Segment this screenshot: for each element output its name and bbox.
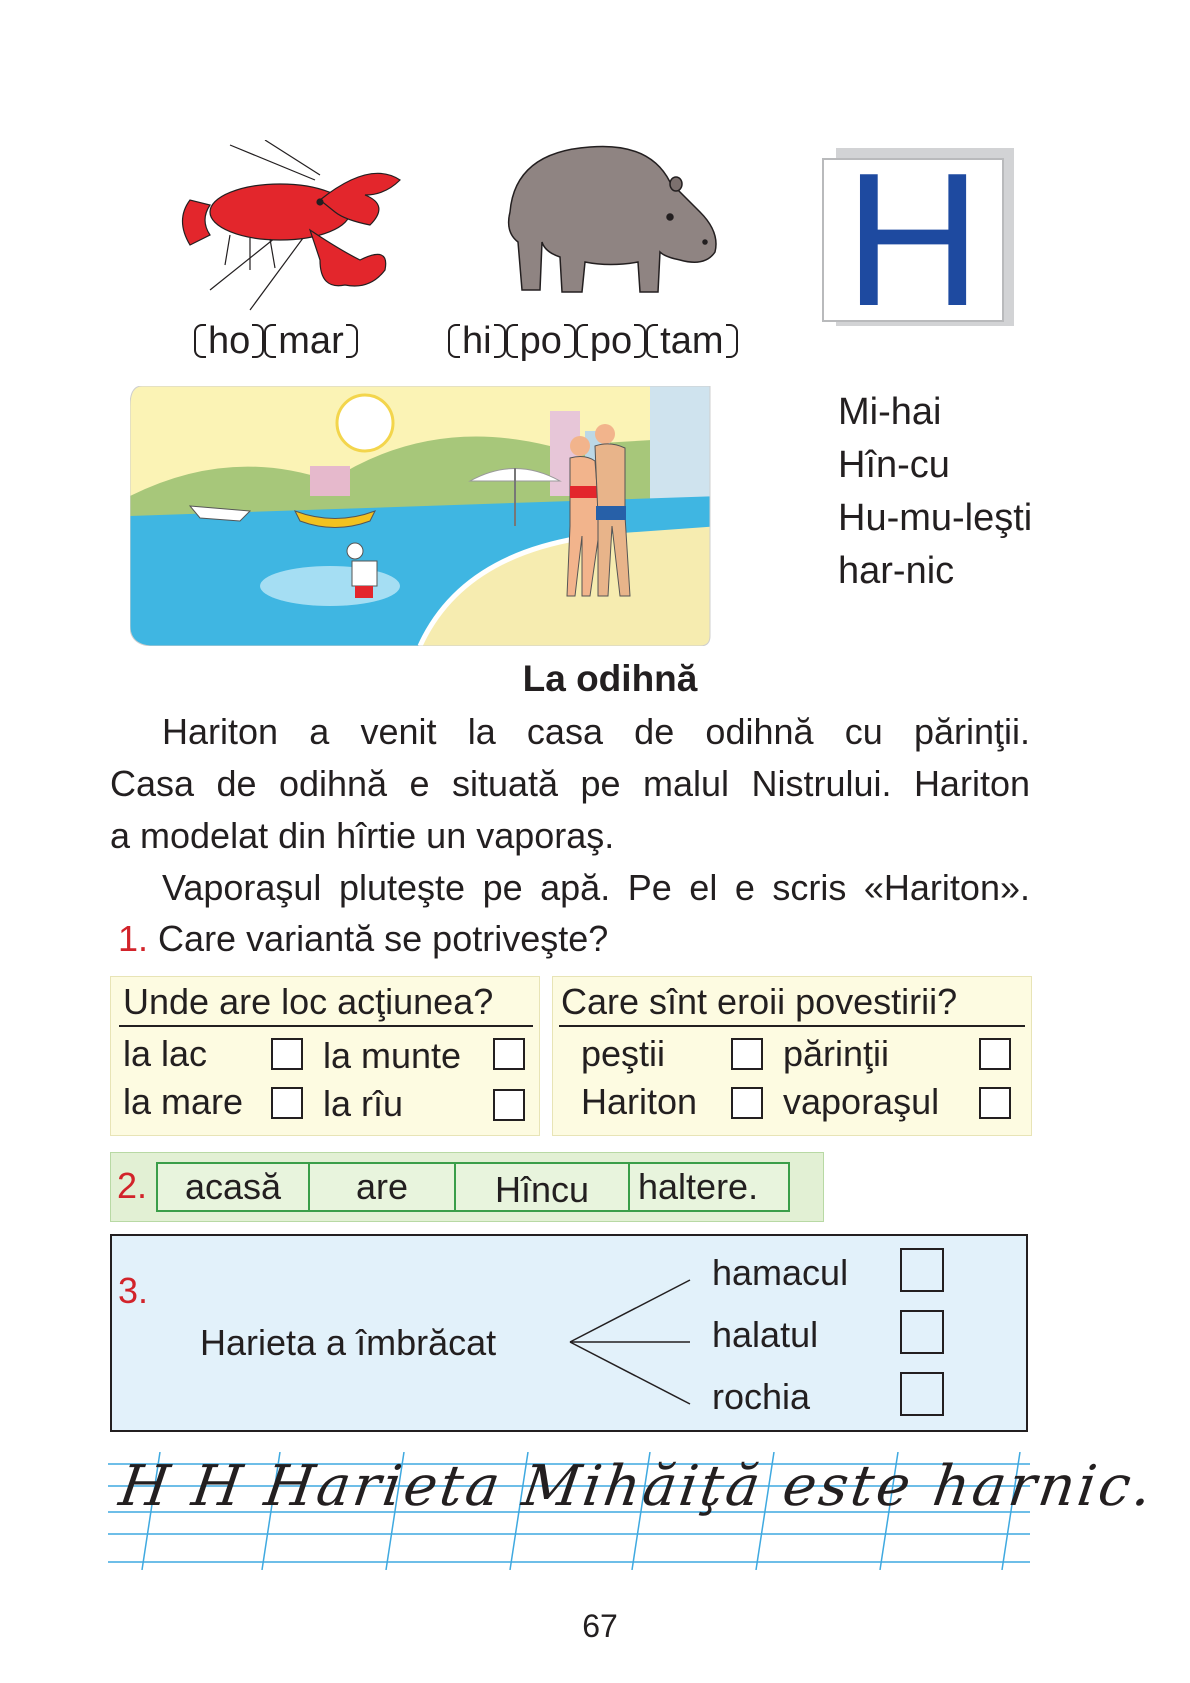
word-card[interactable]: acasă	[158, 1164, 310, 1210]
option-label: rochia	[712, 1376, 811, 1417]
option-label: părinţii	[783, 1033, 890, 1074]
option-checkbox[interactable]	[731, 1087, 763, 1119]
story-line: Vaporaşul pluteşte pe apă. Pe el e scris «Hariton».	[162, 867, 1030, 908]
option-label: la munte	[323, 1035, 462, 1076]
hippo-illustration	[500, 142, 720, 307]
story-line: a modelat din hîrtie un vaporaş.	[110, 815, 615, 856]
option-checkbox[interactable]	[979, 1038, 1011, 1070]
story-line: Casa de odihnă e situată pe malul Nistrului. Hariton	[110, 763, 1030, 804]
option-label: peştii	[581, 1033, 666, 1074]
task2-number: 2.	[117, 1165, 148, 1206]
syllable: hi	[448, 322, 506, 360]
option-label: la mare	[123, 1081, 244, 1122]
option-checkbox[interactable]	[979, 1087, 1011, 1119]
panel-title: Unde are loc acţiunea?	[123, 981, 494, 1022]
example-word: Mi-hai	[838, 391, 942, 433]
cursive-sentence: H H Harieta Mihăiţă este harnic.	[115, 1454, 1159, 1519]
option-checkbox[interactable]	[271, 1087, 303, 1119]
example-word: Hu-mu-leşti	[838, 497, 1033, 539]
branch-lines	[562, 1276, 702, 1406]
lobster-illustration	[170, 140, 420, 315]
example-word: Hîn-cu	[838, 444, 950, 486]
option-label: la rîu	[323, 1083, 404, 1124]
option-label: la lac	[123, 1033, 208, 1074]
example-word: har-nic	[838, 550, 955, 592]
panel-title: Care sînt eroii povestirii?	[561, 981, 958, 1022]
task3-sentence: Harieta a îmbrăcat	[200, 1322, 497, 1363]
task1-left-panel	[110, 976, 540, 1136]
story-title: La odihnă	[522, 658, 698, 699]
task1-question	[118, 918, 608, 960]
big-letter-card	[822, 134, 1000, 346]
hippo-syllables	[448, 322, 738, 360]
task1-right-panel	[552, 976, 1032, 1136]
word-order-grid	[156, 1162, 790, 1212]
option-label: hamacul	[712, 1252, 849, 1293]
task1-number: 1.	[118, 918, 149, 959]
option-label: Hariton	[581, 1081, 698, 1122]
option-checkbox[interactable]	[271, 1038, 303, 1070]
syllable: po	[506, 322, 576, 360]
syllable: mar	[264, 322, 357, 360]
word-card[interactable]: haltere.	[638, 1166, 759, 1207]
syllable: po	[576, 322, 646, 360]
option-checkbox[interactable]	[731, 1038, 763, 1070]
option-checkbox[interactable]	[900, 1372, 944, 1416]
task2-box	[110, 1152, 824, 1222]
example-word-list	[838, 386, 1032, 598]
task1-question-text: Care variantă se potriveşte?	[158, 918, 609, 959]
syllable: ho	[194, 322, 264, 360]
word-card[interactable]: are	[310, 1164, 456, 1210]
page-number: 67	[582, 1608, 618, 1644]
task3-number: 3.	[118, 1270, 149, 1311]
story-line: Hariton a venit la casa de odihnă cu părinţii.	[162, 711, 1030, 752]
option-label: halatul	[712, 1314, 819, 1355]
option-checkbox[interactable]	[493, 1038, 525, 1070]
option-label: vaporaşul	[783, 1081, 940, 1122]
syllable: tam	[646, 322, 737, 360]
word-card[interactable]: Hîncu	[456, 1164, 630, 1210]
option-checkbox[interactable]	[493, 1089, 525, 1121]
option-checkbox[interactable]	[900, 1310, 944, 1354]
handwriting-practice	[108, 1452, 1159, 1570]
task3-box	[110, 1234, 1028, 1432]
lobster-syllables	[194, 322, 358, 360]
option-checkbox[interactable]	[900, 1248, 944, 1292]
beach-illustration	[130, 386, 720, 646]
big-letter: H	[844, 134, 982, 346]
